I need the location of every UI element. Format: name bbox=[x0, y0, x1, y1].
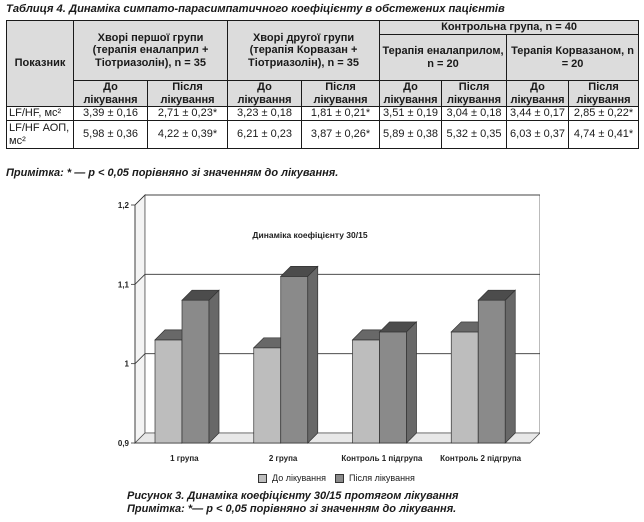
table-cell: 2,71 ± 0,23* bbox=[148, 107, 228, 121]
header-control-sub2: Терапія Корвазаном, n = 20 bbox=[507, 35, 639, 81]
bar-side bbox=[505, 290, 515, 443]
table-cell: 1,81 ± 0,21* bbox=[302, 107, 380, 121]
table-cell: 3,87 ± 0,26* bbox=[302, 121, 380, 149]
x-tick-label: Контроль 2 підгрупа bbox=[440, 454, 522, 463]
table-cell: 5,32 ± 0,35 bbox=[442, 121, 507, 149]
bar bbox=[380, 332, 407, 443]
legend-swatch-after bbox=[335, 474, 344, 483]
bar-side bbox=[407, 322, 417, 443]
header-after: Після лікування bbox=[569, 81, 639, 107]
row-label: LF/HF АОП, мс² bbox=[7, 121, 74, 149]
table-cell: 6,21 ± 0,23 bbox=[228, 121, 302, 149]
bar bbox=[353, 340, 380, 443]
header-before: До лікування bbox=[228, 81, 302, 107]
header-indicator: Показник bbox=[7, 21, 74, 107]
table-cell: 4,22 ± 0,39* bbox=[148, 121, 228, 149]
table-cell: 5,98 ± 0,36 bbox=[74, 121, 148, 149]
table-cell: 3,44 ± 0,17 bbox=[507, 107, 569, 121]
table-cell: 2,85 ± 0,22* bbox=[569, 107, 639, 121]
table-cell: 5,89 ± 0,38 bbox=[380, 121, 442, 149]
legend-swatch-before bbox=[258, 474, 267, 483]
bar bbox=[155, 340, 182, 443]
chart-side-wall bbox=[135, 195, 145, 443]
bar bbox=[182, 300, 209, 443]
x-tick-label: 2 група bbox=[268, 454, 298, 463]
bar bbox=[254, 348, 281, 443]
table-note: Примітка: * — р < 0,05 порівняно зі значенням до лікування. bbox=[6, 167, 339, 179]
data-table bbox=[6, 20, 639, 149]
figure-note: Примітка: *— р < 0,05 порівняно зі значенням до лікування. bbox=[127, 502, 457, 515]
bar-side bbox=[308, 266, 318, 443]
table-row bbox=[7, 121, 639, 149]
figure-caption-block bbox=[127, 490, 459, 515]
header-after: Після лікування bbox=[148, 81, 228, 107]
y-tick-label: 0,9 bbox=[117, 439, 129, 448]
table-cell: 4,74 ± 0,41* bbox=[569, 121, 639, 149]
bar bbox=[281, 276, 308, 443]
figure-caption: Рисунок 3. Динаміка коефіцієнту 30/15 протягом лікування bbox=[127, 490, 459, 502]
legend-label-before: До лікування bbox=[272, 473, 326, 483]
table-cell: 3,23 ± 0,18 bbox=[228, 107, 302, 121]
table-cell: 6,03 ± 0,37 bbox=[507, 121, 569, 149]
header-control: Контрольна група, n = 40 bbox=[380, 21, 639, 35]
header-control-sub1: Терапія еналаприлом, n = 20 bbox=[380, 35, 507, 81]
y-tick-label: 1,2 bbox=[117, 201, 129, 210]
table-cell: 3,51 ± 0,19 bbox=[380, 107, 442, 121]
legend-label-after: Після лікування bbox=[349, 473, 415, 483]
y-tick-label: 1 bbox=[124, 359, 129, 369]
header-before: До лікування bbox=[507, 81, 569, 107]
bar-side bbox=[209, 290, 219, 443]
row-label: LF/HF, мс² bbox=[7, 107, 74, 121]
header-after: Після лікування bbox=[302, 81, 380, 107]
table-caption: Таблиця 4. Динаміка симпато-парасимпатичного коефіцієнту в обстежених пацієнтів bbox=[6, 3, 505, 15]
chart-legend bbox=[258, 473, 415, 483]
x-tick-label: Контроль 1 підгрупа bbox=[341, 454, 423, 463]
table-row bbox=[7, 107, 639, 121]
table-cell: 3,39 ± 0,16 bbox=[74, 107, 148, 121]
header-before: До лікування bbox=[74, 81, 148, 107]
chart-title: Динаміка коефіцієнту 30/15 bbox=[252, 230, 368, 240]
bar-chart bbox=[100, 193, 540, 468]
header-group1: Хворі першої групи (терапія еналаприл + Тіотриазолін), n = 35 bbox=[74, 21, 228, 81]
header-before: До лікування bbox=[380, 81, 442, 107]
table-cell: 3,04 ± 0,18 bbox=[442, 107, 507, 121]
x-tick-label: 1 група bbox=[170, 454, 199, 463]
bar bbox=[478, 300, 505, 443]
header-after: Після лікування bbox=[442, 81, 507, 107]
y-tick-label: 1,1 bbox=[117, 280, 129, 290]
bar bbox=[451, 332, 478, 443]
header-group2: Хворі другої групи (терапія Корвазан + Тіотриазолін), n = 35 bbox=[228, 21, 380, 81]
